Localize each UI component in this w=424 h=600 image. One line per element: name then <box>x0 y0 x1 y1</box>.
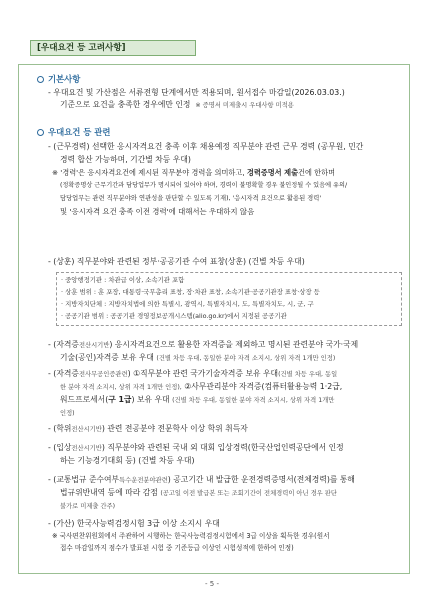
cert-line-1: - (자격증전산시기반) 응시자격요건으로 활용한 자격증을 제외하고 명시된 관련분야 국가·국제 <box>48 340 359 349</box>
circle-bullet-icon <box>37 76 44 83</box>
traffic-line-3: 불가로 미제출 간주) <box>60 503 116 510</box>
career-note-1: ※ '경력'은 응시자격요건에 제시된 직무분야 경력을 의미하고, 경력증명서 제출건에 한하며 <box>52 168 336 177</box>
contest-line-1: - (입상전산시기반) 직무분야와 관련된 국내 외 대회 입상경력(한국산업인력공단에서 인정 <box>48 443 344 452</box>
circle-bullet-icon <box>37 129 44 136</box>
award-line-1: - (상훈) 직무분야와 관련된 정부·공공기관 수여 표창(상훈) (건별 차등 우대) <box>48 257 305 266</box>
cert2-line-1: - (자격증전사무공인증관련) ①직무분야 관련 국가기술자격증 보유 우대(건별 차등 우대, 동일 <box>48 369 338 378</box>
basic-section-title: 기본사항 <box>37 73 80 85</box>
cert2-line-3: 워드프로세서(구 1급) 보유 우대 (건별 차등 우대, 동일한 분야 자격 소지시, 상위 자격 1개만 <box>60 395 335 404</box>
cert2-line-4: 인정) <box>60 410 75 417</box>
award-bullet-1: · 중앙행정기관 : 차관급 이상, 소속기관 포함 <box>61 276 185 284</box>
traffic-line-1: - (교통법규 준수여부특수운전분야관련) 공고기간 내 발급한 운전경력증명서(전체경력)를 통해 <box>48 475 355 484</box>
traffic-line-2: 법규위반내역 등에 따라 감점 (공고일 이전 발급본 또는 조회기간이 전체경력이 아닌 경우 판단 <box>60 488 337 497</box>
cert2-line-2: 한 분야 자격 소지시, 상위 자격 1개만 인정), ②사무관리분야 자격증(컴퓨터활용능력 1·2급, <box>60 382 343 391</box>
page-number: - 5 - <box>205 580 219 588</box>
basic-line-1: - 우대요건 및 가산점은 서류전형 단계에서만 적용되며, 원서접수 마감일(2026.03.03.) <box>48 88 345 97</box>
career-line-2: 경력 합산 가능하며, 기간별 차등 우대) <box>60 155 191 164</box>
career-note-3: 담당업무는 관련 직무분야와 연관성을 판단할 수 있도록 기재), '응시자격 요건으로 활용된 경력' <box>60 195 322 202</box>
basic-line-2: 기준으로 요건을 충족한 경우에만 인정 ※ 증명서 미제출시 우대사항 미적용 <box>60 100 294 109</box>
degree-line: - (학위전산시기반) 관련 전공분야 전문학사 이상 학위 취득자 <box>48 424 248 433</box>
contest-line-2: 하는 기능경기대회 등) (건별 차등 우대) <box>60 456 195 465</box>
career-line-1: - (근무경력) 선택한 응시자격요건 충족 이후 채용예정 직무분야 관련 근무 경력 (공무원, 민간 <box>48 142 364 151</box>
award-bullet-2: · 상훈 범위 : 훈 포장, 대통령·국무총리 표창, 장·차관 표창, 소속기관·공공기관장 표창·상장 등 <box>61 288 320 296</box>
history-note-1: ※ 국사편찬위원회에서 주관하여 시행하는 한국사능력검정시험에서 3급 이상을 획득한 경우(원서 <box>52 532 330 540</box>
career-note-2: (정확증명상 근무기간과 담당업무가 명시되어 있어야 하며, 경력이 불명확할 경우 불인정될 수 있음에 유의/ <box>60 182 348 189</box>
career-note-4: 및 '응시자격 요건 충족 이전 경력'에 대해서는 우대하지 않음 <box>60 207 255 216</box>
award-bullet-3: · 지방자치단체 : 지방자치법에 의한 특별시, 광역시, 특별자치시, 도, 특별자치도, 시, 군, 구 <box>61 300 314 308</box>
history-line-1: - (가산) 한국사능력검정시험 3급 이상 소지시 우대 <box>48 519 220 528</box>
history-note-2: 접수 마감일까지 점수가 발표된 시험 중 기준등급 이상인 시험성적에 한하여 인정) <box>60 544 294 552</box>
cert-line-2: 기술(공인)자격증 보유 우대 (건별 차등 우대, 동일한 분야 자격 소지시, 상위 자격 1개만 인정) <box>60 353 336 362</box>
section-header: [우대요건 등 고려사항] <box>30 40 196 56</box>
pref-section-title: 우대요건 등 관련 <box>37 126 110 138</box>
award-bullet-4: · 공공기관 범위 : 공공기관 경영정보공개시스템(alio.go.kr)에서 지정된 공공기관 <box>61 312 287 320</box>
